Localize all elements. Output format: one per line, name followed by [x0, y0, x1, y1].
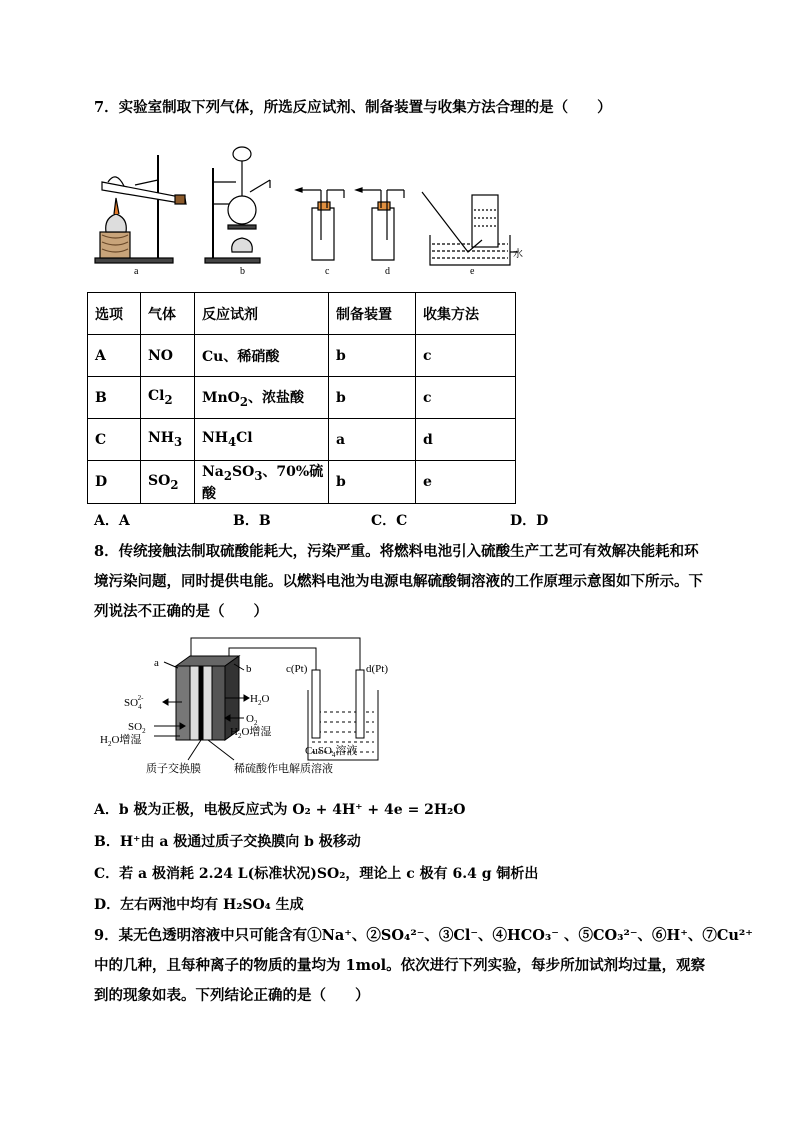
label-h2o-wet-left: $H_2O$增湿: [100, 734, 142, 748]
label-electrolyte: 稀硫酸作电解质溶液: [234, 763, 333, 775]
label-b: b: [240, 266, 245, 277]
q8-option-a[interactable]: A．b 极为正极，电极反应式为 O₂ + 4H⁺ + 4e = 2H₂O: [94, 802, 466, 818]
label-proton-membrane: 质子交换膜: [146, 763, 201, 775]
q7-choice-d[interactable]: D．D: [510, 513, 549, 529]
cell-option: B: [88, 377, 141, 419]
q7-choice-a[interactable]: A．A: [94, 513, 130, 529]
cell-option: D: [88, 461, 141, 504]
cell-reagent: $NH_4Cl$: [195, 419, 329, 461]
q7-options-table: [87, 292, 516, 504]
header-option: 选项: [88, 293, 141, 335]
label-d: d: [385, 266, 390, 277]
q8-option-d[interactable]: D．左右两池中均有 H₂SO₄ 生成: [94, 897, 304, 913]
cell-device: b: [329, 377, 416, 419]
cell-gas: $NH_3$: [141, 419, 195, 461]
header-reagent: 反应试剂: [195, 293, 329, 335]
cell-gas: NO: [141, 335, 195, 377]
table-row: [88, 419, 516, 461]
label-so2-in: $SO_2$: [128, 721, 146, 735]
cell-option: C: [88, 419, 141, 461]
q8-fuel-cell-diagram: [94, 632, 414, 782]
header-collection: 收集方法: [416, 293, 516, 335]
cell-device: b: [329, 335, 416, 377]
table-header-row: [88, 293, 516, 335]
cell-reagent: Cu、稀硝酸: [195, 335, 329, 377]
cell-gas: $Cl_2$: [141, 377, 195, 419]
water-label: 水: [513, 249, 523, 260]
cell-collection: e: [416, 461, 516, 504]
label-electrode-a: a: [154, 657, 159, 669]
apparatus-a: [95, 155, 186, 263]
q7-apparatus-figure: [90, 140, 530, 280]
label-cuso4: CuSO$_4$溶液: [305, 745, 358, 759]
cell-device: a: [329, 419, 416, 461]
label-c: c: [325, 266, 330, 277]
table-row: [88, 377, 516, 419]
label-h2o-wet-right: $H_2O$增湿: [230, 726, 272, 740]
header-gas: 气体: [141, 293, 195, 335]
apparatus-b: [205, 147, 270, 263]
table-row: [88, 335, 516, 377]
header-device: 制备装置: [329, 293, 416, 335]
label-h2o-out: $H_2O$: [250, 693, 270, 707]
q8-stem-line3: 列说法不正确的是（ ）: [94, 603, 268, 620]
q9-stem-line2: 中的几种，且每种离子的物质的量均为 1mol。依次进行下列实验，每步所加试剂均过量，观察: [94, 957, 706, 974]
q9-stem-line3: 到的现象如表。下列结论正确的是（ ）: [94, 987, 370, 1004]
cell-device: b: [329, 461, 416, 504]
label-e: e: [470, 266, 475, 277]
label-electrode-c: c(Pt): [286, 663, 308, 675]
q7-choice-b[interactable]: B．B: [233, 513, 271, 529]
q8-stem-line1: 8．传统接触法制取硫酸能耗大，污染严重。将燃料电池引入硫酸生产工艺可有效解决能耗和环: [94, 543, 699, 560]
q8-option-b[interactable]: B．H⁺由 a 极通过质子交换膜向 b 极移动: [94, 834, 361, 850]
label-a: a: [134, 266, 139, 277]
label-sulfate-out: $SO_42-$: [124, 694, 144, 711]
q8-stem-line2: 境污染问题，同时提供电能。以燃料电池为电源电解硫酸铜溶液的工作原理示意图如下所示。下: [94, 573, 703, 590]
cell-reagent: $Na_2SO_3$、70%硫酸: [195, 461, 329, 504]
cell-collection: c: [416, 335, 516, 377]
cell-collection: d: [416, 419, 516, 461]
label-electrode-d: d(Pt): [366, 663, 388, 675]
q7-stem: 7．实验室制取下列气体，所选反应试剂、制备装置与收集方法合理的是（ ）: [94, 99, 612, 116]
table-row: [88, 461, 516, 504]
q7-choice-c[interactable]: C．C: [371, 513, 408, 529]
label-electrode-b: b: [246, 663, 252, 675]
cell-gas: $SO_2$: [141, 461, 195, 504]
q9-stem-line1: 9．某无色透明溶液中只可能含有①Na⁺、②SO₄²⁻、③Cl⁻、④HCO₃⁻ 、⑤CO₃²⁻、⑥H⁺、⑦Cu²⁺: [94, 927, 753, 944]
apparatus-c: [296, 188, 344, 260]
q8-option-c[interactable]: C．若 a 极消耗 2.24 L(标准状况)SO₂，理论上 c 极有 6.4 g 铜析出: [94, 866, 539, 882]
cell-option: A: [88, 335, 141, 377]
apparatus-e: [422, 192, 518, 265]
label-o2-in: $O_2$: [246, 713, 258, 727]
cell-reagent: MnO$_2$、浓盐酸: [195, 377, 329, 419]
cell-collection: c: [416, 377, 516, 419]
apparatus-d: [356, 188, 404, 260]
